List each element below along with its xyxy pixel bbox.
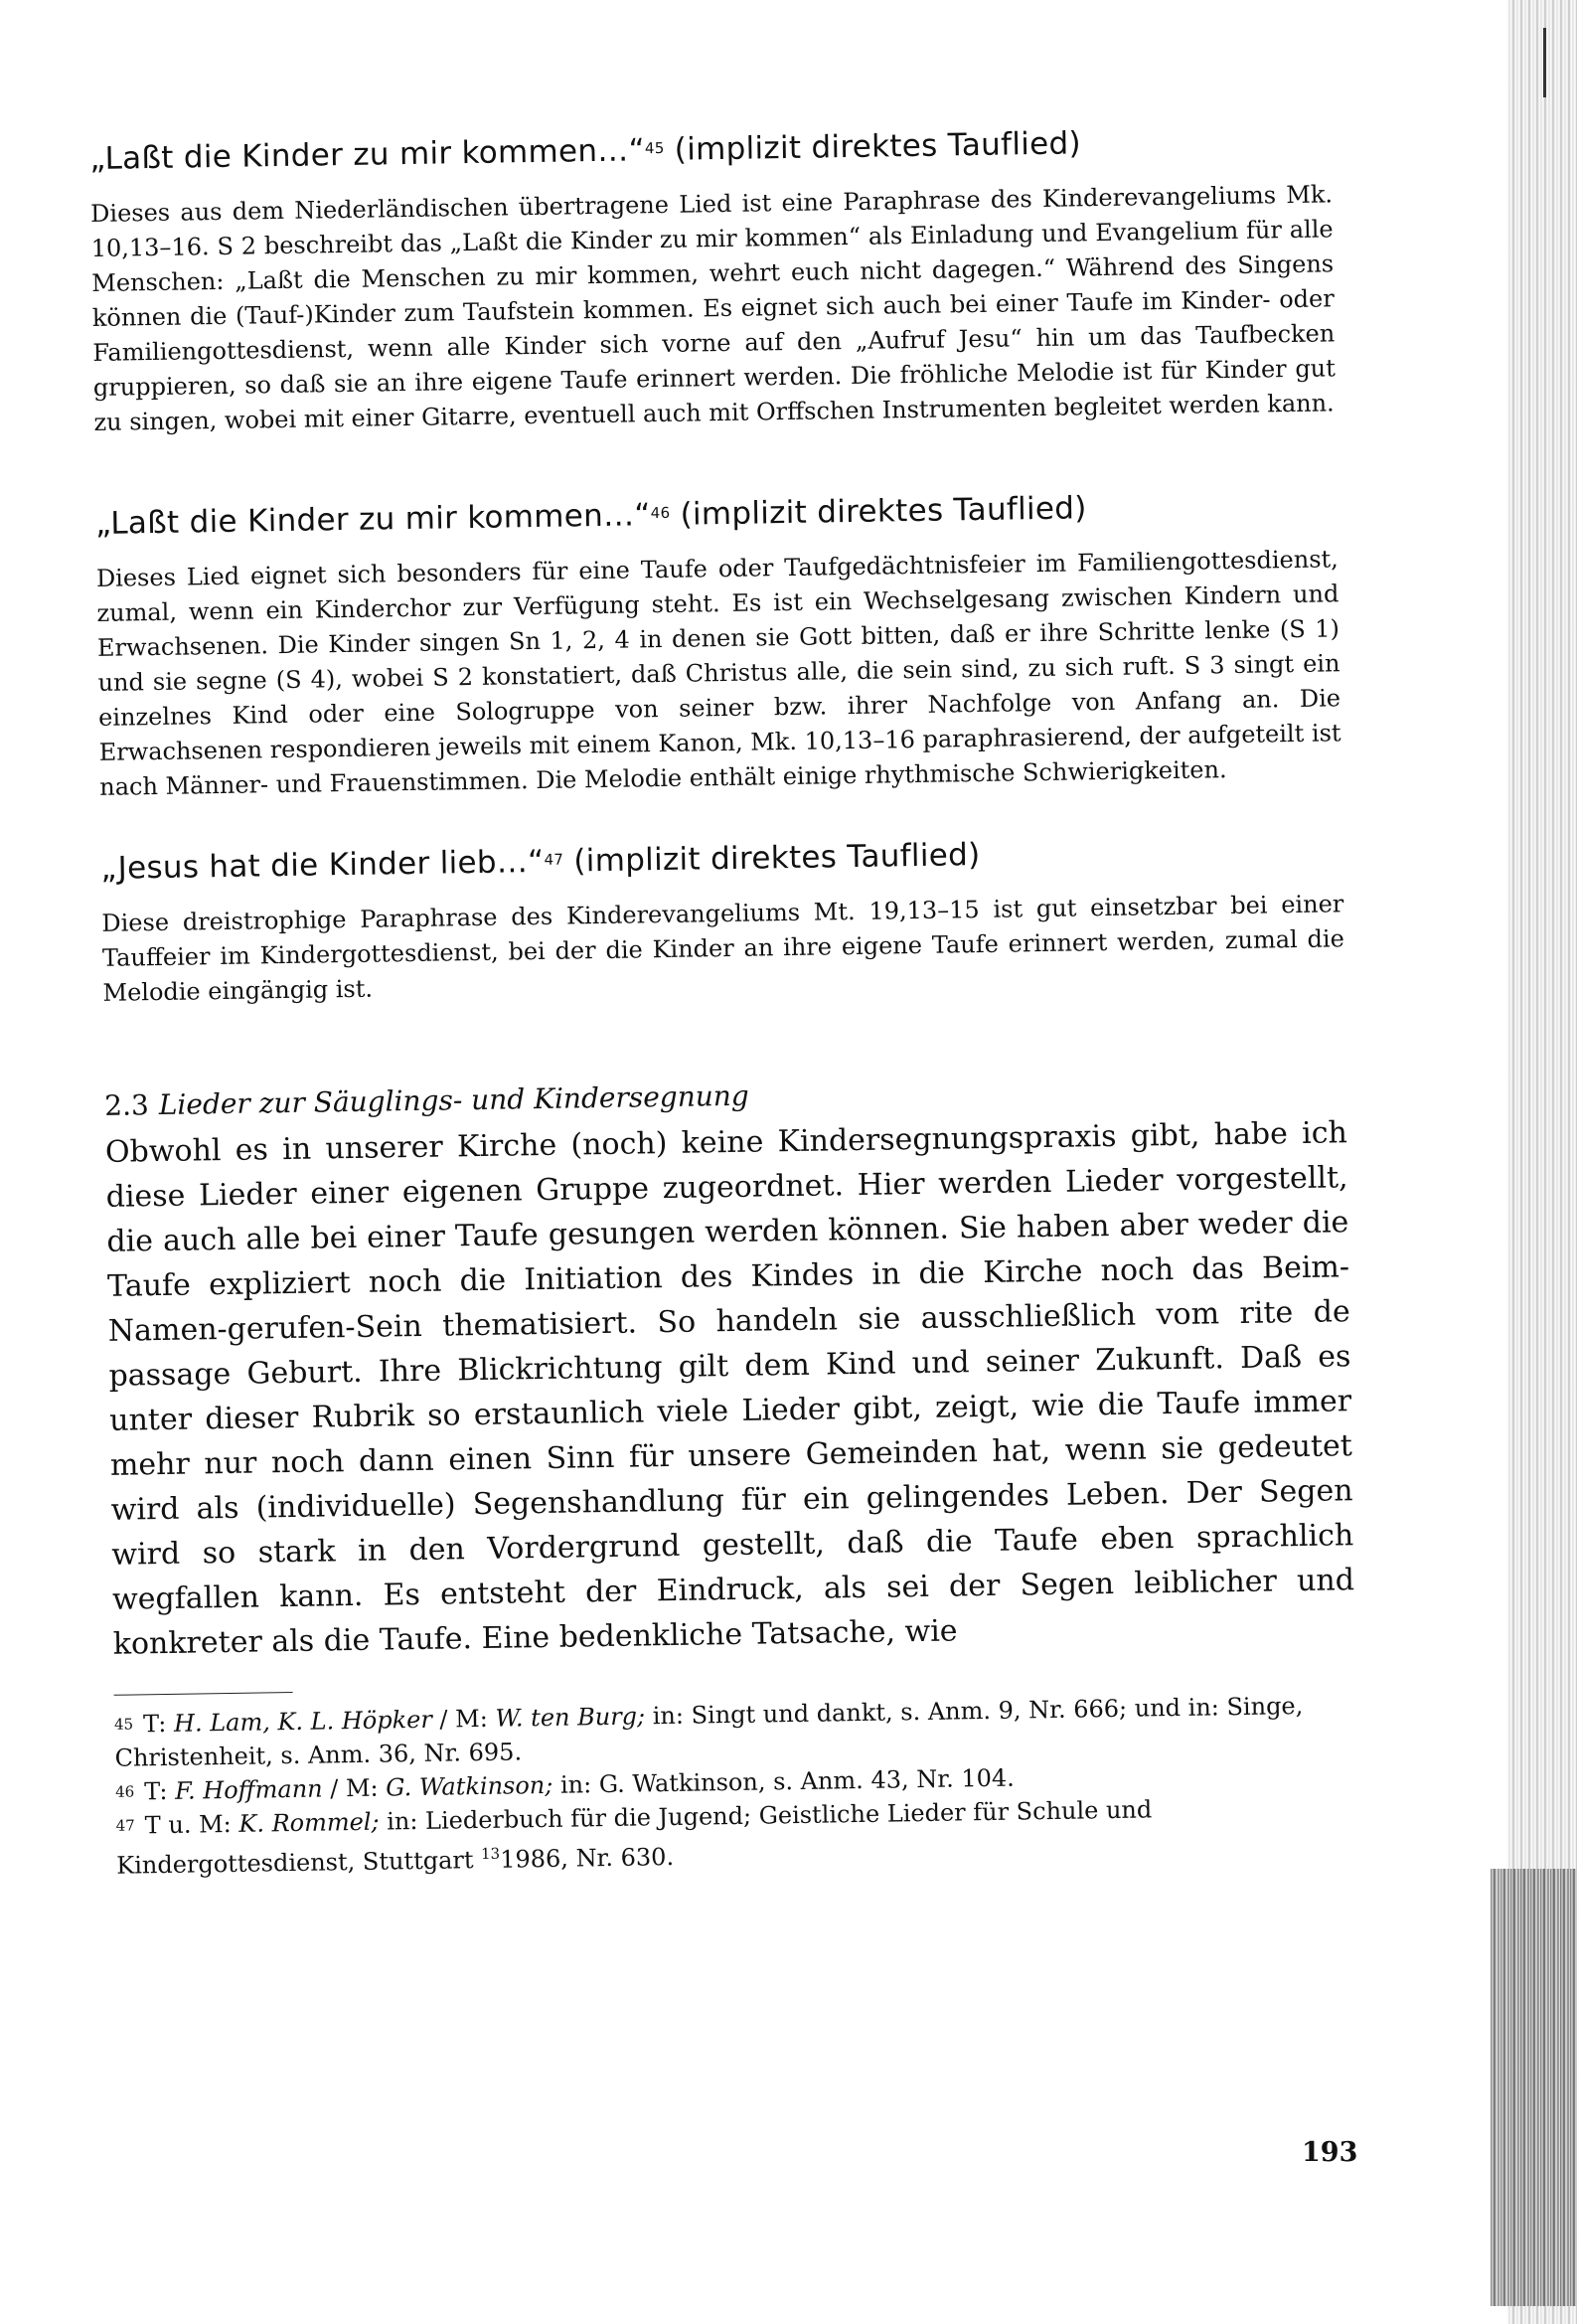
footnote-composer: W. ten Burg;: [495, 1702, 646, 1733]
song-title: „Laßt die Kinder zu mir kommen…“: [94, 497, 651, 542]
song-heading: [89, 119, 1332, 179]
footnote-prefix: T:: [142, 1709, 167, 1739]
footnote-edition: 13: [480, 1844, 501, 1864]
page-number: 193: [1302, 2137, 1358, 2168]
song-entry-3: [100, 829, 1344, 1011]
footnote-prefix: T u. M:: [144, 1809, 232, 1840]
song-classification: (implizit direktes Tauflied): [680, 490, 1087, 533]
song-heading: [100, 829, 1342, 889]
footnote-author: H. Lam, K. L. Höpker: [173, 1705, 433, 1738]
footnote-author: F. Hoffmann: [174, 1774, 323, 1805]
song-classification: (implizit direktes Tauflied): [573, 837, 981, 880]
footnote-divider: [114, 1692, 293, 1696]
footnote-year: 1986, Nr. 630.: [500, 1842, 675, 1874]
footnote-number: 47: [115, 1816, 135, 1835]
scan-edge-dark: [1491, 1869, 1577, 2306]
footnote-number: 45: [113, 1715, 134, 1734]
song-entry-1: [89, 119, 1337, 440]
song-title: „Laßt die Kinder zu mir kommen…“: [89, 132, 646, 177]
section-title: Lieder zur Säuglings- und Kindersegnung: [158, 1079, 749, 1122]
footnote-source: in: G. Watkinson, s. Anm. 43, Nr. 104.: [559, 1763, 1015, 1799]
song-description: Diese dreistrophige Paraphrase des Kinderevangeliums Mt. 19,13–15 ist gut einsetzbar bei einer Tauffeier im Kindergottesdienst, bei der die Kinder an ihre eigene Taufe erinnert werden, zumal die Melodie eingängig ist.: [101, 890, 1345, 1007]
footnote-author: K. Rommel;: [238, 1807, 380, 1838]
song-description: Dieses Lied eignet sich besonders für eine Taufe oder Taufgedächtnisfeier im Familiengottesdienst, zumal, wenn ein Kinderchor zur Verfügung steht. Es ist ein Wechselgesang zwischen Kindern und Erwachsenen. Die Kinder singen Sn 1, 2, 4 in denen sie Gott bitten, daß er ihre Schritte lenke (S 1) und sie segne (S 4), wobei S 2 konstatiert, daß Christus alle, die sein sind, zu sich ruft. S 3 singt ein einzelnes Kind oder eine Sologruppe von seiner bzw. ihrer Nachfolge von Anfang an. Die Erwachsenen respondieren jeweils mit einem Kanon, Mk. 10,13–16 paraphrasierend, der aufgeteilt ist nach Männer- und Frauenstimmen. Die Melodie enthält einige rhythmische Schwierigkeiten.: [95, 545, 1341, 801]
footnote-source: in: Liederbuch für die Jugend; Geistliche Lieder für Schule und Kindergottesdienst, Stuttgart: [116, 1795, 1153, 1880]
song-description: Dieses aus dem Niederländischen übertragene Lied ist eine Paraphrase des Kinderevangeliums Mk. 10,13–16. S 2 beschreibt das „Laßt die Kinder zu mir kommen“ als Einladung und Evangelium für alle Menschen: „Laßt die Menschen zu mir kommen, wehrt euch nicht dagegen.“ Während des Singens können die (Tauf-)Kinder zum Taufstein kommen. Es eignet sich auch bei einer Taufe im Kinder- oder Familiengottesdienst, wenn alle Kinder sich vorne auf den „Aufruf Jesu“ hin um das Taufbecken gruppieren, so daß sie an ihre eigene Taufe erinnert werden. Die fröhliche Melodie ist für Kinder gut zu singen, wobei mit einer Gitarre, eventuell auch mit Orffschen Instrumenten begleitet werden kann.: [89, 180, 1336, 436]
scan-edge-mark: [1543, 28, 1546, 97]
footnote-separator: / M:: [330, 1773, 379, 1803]
song-classification: (implizit direktes Tauflied): [674, 125, 1082, 168]
song-heading: [95, 484, 1338, 544]
section-body-text: Obwohl es in unserer Kirche (noch) keine Kindersegnungspraxis gibt, habe ich diese Lieder einer eigenen Gruppe zugeordnet. Hier werden Lieder vorgestellt, die auch alle bei einer Taufe gesungen werden können. Sie haben aber weder die Taufe expliziert noch die Initiation des Kindes in die Kirche noch das Beim-Namen-gerufen-Sein thematisiert. So handeln sie ausschließlich vom rite de passage Geburt. Ihre Blickrichtung gilt dem Kind und seiner Zukunft. Daß es unter dieser Rubrik so erstaunlich viele Lieder gibt, zeigt, wie die Taufe immer mehr nur noch dann einen Sinn für unsere Gemeinden hat, wenn sie gedeutet wird als (individuelle) Segenshandlung für ein gelingendes Leben. Der Segen wird so stark in den Vordergrund gestellt, daß die Taufe eben sprachlich wegfallen kann. Es entsteht der Eindruck, als sei der Segen leiblicher und konkreter als die Taufe. Eine bedenkliche Tatsache, wie: [104, 1115, 1355, 1662]
footnotes: [114, 1688, 1359, 1883]
footnote-separator: / M:: [439, 1704, 489, 1734]
page-body: [89, 119, 1358, 1882]
footnote-prefix: T:: [143, 1776, 168, 1806]
section-number: 2.3: [104, 1088, 150, 1122]
footnote-ref: 45: [644, 138, 665, 158]
footnote-source: in: Singt und dankt, s. Anm. 9, Nr. 666; und in: Singe, Christenheit, s. Anm. 36, Nr. 695.: [114, 1692, 1304, 1772]
footnote-composer: G. Watkinson;: [386, 1770, 553, 1802]
footnote-ref: 47: [544, 850, 564, 869]
footnote-ref: 46: [650, 503, 671, 523]
song-entry-2: [95, 484, 1342, 805]
song-title: „Jesus hat die Kinder lieb…“: [100, 843, 545, 887]
footnote-number: 46: [114, 1782, 135, 1801]
section-2-3: [104, 1069, 1355, 1667]
